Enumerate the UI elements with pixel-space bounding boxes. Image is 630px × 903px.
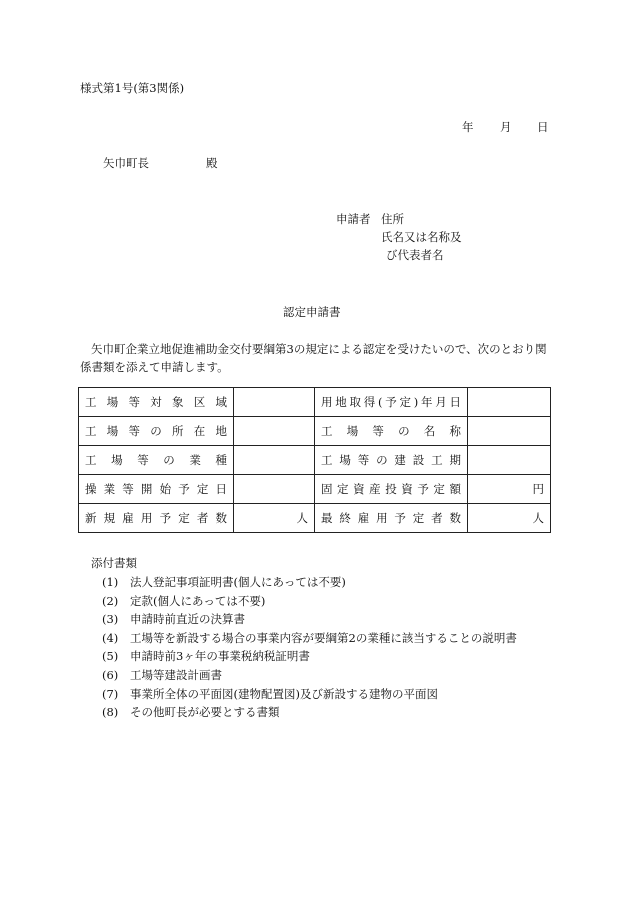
attachment-text: 申請時前直近の決算書 [130, 612, 245, 627]
list-item [102, 647, 517, 666]
attachment-text: 事業所全体の平面図(建物配置図)及び新設する建物の平面図 [130, 686, 438, 701]
value-fixed-asset-investment[interactable]: 円 [468, 475, 551, 504]
label-factory-name: 工場等の名称 [315, 417, 468, 446]
value-factory-target-area[interactable] [234, 388, 315, 417]
body-line-1: 矢巾町企業立地促進補助金交付要綱第3の規定による認定を受けたいので、次のとおり関 [91, 342, 547, 356]
applicant-address-label: 住所 [381, 212, 404, 226]
value-new-hires-planned[interactable]: 人 [234, 504, 315, 533]
label-factory-location: 工場等の所在地 [79, 417, 234, 446]
label-operation-start-date: 操業等開始予定日 [79, 475, 234, 504]
list-item [102, 629, 517, 648]
list-item [102, 703, 517, 722]
label-factory-target-area: 工場等対象区域 [79, 388, 234, 417]
table-row [79, 504, 551, 533]
attachment-number: (2) [102, 593, 119, 608]
attachment-number: (8) [102, 705, 119, 720]
table-row [79, 475, 551, 504]
applicant-label: 申請者 [336, 212, 371, 226]
label-factory-industry: 工場等の業種 [79, 446, 234, 475]
value-construction-period[interactable] [468, 446, 551, 475]
date-year: 年 [462, 120, 474, 134]
attachment-number: (1) [102, 575, 119, 589]
label-land-acquisition-date: 用地取得(予定)年月日 [315, 388, 468, 417]
list-item [102, 592, 517, 611]
label-new-hires-planned: 新規雇用予定者数 [79, 504, 234, 533]
date-day: 日 [537, 120, 549, 134]
attachment-text: 定款(個人にあっては不要) [130, 593, 266, 608]
attachment-number: (6) [102, 667, 119, 682]
attachment-text: その他町長が必要とする書類 [130, 705, 280, 720]
label-final-employment: 最終雇用予定者数 [315, 504, 468, 533]
addressee-honorific: 殿 [206, 156, 218, 170]
attachment-number: (3) [102, 612, 119, 627]
label-fixed-asset-investment: 固定資産投資予定額 [315, 475, 468, 504]
date-month: 月 [500, 120, 512, 134]
table-row [79, 388, 551, 417]
addressee-name: 矢巾町長 [103, 156, 149, 170]
application-table [78, 387, 551, 533]
attachments-list [102, 573, 517, 722]
value-land-acquisition-date[interactable] [468, 388, 551, 417]
value-final-employment[interactable]: 人 [468, 504, 551, 533]
attachment-number: (4) [102, 630, 119, 645]
form-number: 様式第1号(第3関係) [80, 81, 185, 95]
value-factory-name[interactable] [468, 417, 551, 446]
value-factory-location[interactable] [234, 417, 315, 446]
attachment-text: 工場等を新設する場合の事業内容が要綱第2の業種に該当することの説明書 [130, 630, 517, 645]
label-construction-period: 工場等の建設工期 [315, 446, 468, 475]
applicant-name-label-line2: び代表者名 [386, 248, 444, 262]
list-item [102, 685, 517, 704]
list-item [102, 610, 517, 629]
document-title: 認定申請書 [283, 305, 341, 319]
attachments-heading: 添付書類 [91, 556, 137, 570]
attachment-number: (5) [102, 649, 119, 664]
value-factory-industry[interactable] [234, 446, 315, 475]
body-line-2: 係書類を添えて申請します。 [80, 360, 229, 374]
value-operation-start-date[interactable] [234, 475, 315, 504]
list-item [102, 666, 517, 685]
attachment-text: 工場等建設計画書 [130, 667, 222, 682]
table-row [79, 417, 551, 446]
attachment-number: (7) [102, 686, 119, 701]
attachment-text: 申請時前3ヶ年の事業税納税証明書 [130, 649, 310, 664]
applicant-name-label-line1: 氏名又は名称及 [381, 230, 462, 244]
attachment-text: 法人登記事項証明書(個人にあっては不要) [130, 575, 346, 589]
table-row [79, 446, 551, 475]
list-item [102, 573, 517, 592]
